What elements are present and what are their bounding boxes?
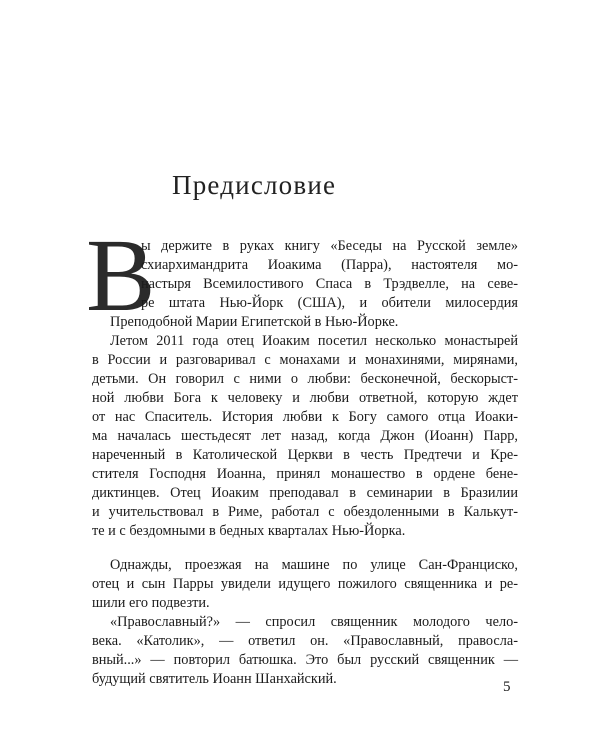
page-number: 5 <box>503 679 511 695</box>
text-line: ы держите в руках книгу «Беседы на Русской земле» <box>141 238 518 254</box>
text-line: и учительствовал в Риме, работал с обездоленными в Калькут- <box>92 504 518 520</box>
text-line: схиархимандрита Иоакима (Парра), настоятеля мо- <box>141 257 518 273</box>
text-line: детьми. Он говорил с ними о любви: бесконечной, бескорыст- <box>92 371 518 387</box>
text-line: ной любви Бога к человеку и любви ответной, которую ждет <box>92 390 518 406</box>
text-line: в России и разговаривал с монахами и монахинями, мирянами, <box>92 352 518 368</box>
chapter-title: Предисловие <box>172 170 337 200</box>
text-line: Летом 2011 года отец Иоаким посетил несколько монастырей <box>110 333 518 349</box>
text-line: те и с бездомными в бедных кварталах Нью-Йорка. <box>92 523 406 539</box>
text-line: Однажды, проезжая на машине по улице Сан-Франциско, <box>110 557 518 573</box>
text-line: ма началась шестьдесят лет назад, когда Джон (Иоанн) Парр, <box>92 428 518 444</box>
text-line: шили его подвезти. <box>92 595 210 611</box>
text-line: настыря Всемилостивого Спаса в Трэдвелле, на севе- <box>141 276 518 292</box>
text-line: «Православный?» — спросил священник молодого чело- <box>110 614 518 630</box>
text-line: ре штата Нью-Йорк (США), и обители милосердия <box>141 295 518 311</box>
text-line: диктинцев. Отец Иоаким преподавал в семинарии в Бразилии <box>92 485 518 501</box>
drop-cap-letter: В <box>86 218 156 333</box>
text-line: отец и сын Парры увидели идущего пожилого священника и ре- <box>92 576 518 592</box>
text-line: будущий святитель Иоанн Шанхайский. <box>92 671 337 687</box>
text-line: нареченный в Католической Церкви в честь Предтечи и Кре- <box>92 447 518 463</box>
text-line: Преподобной Марии Египетской в Нью-Йорке. <box>110 314 399 330</box>
text-line: стителя Господня Иоанна, принял монашество в ордене бене- <box>92 466 518 482</box>
text-line: вный...» — повторил батюшка. Это был русский священник — <box>92 652 518 668</box>
text-line: века. «Католик», — ответил он. «Православный, правосла- <box>92 633 518 649</box>
text-line: от нас Спаситель. История любви к Богу самого отца Иоаки- <box>92 409 518 425</box>
